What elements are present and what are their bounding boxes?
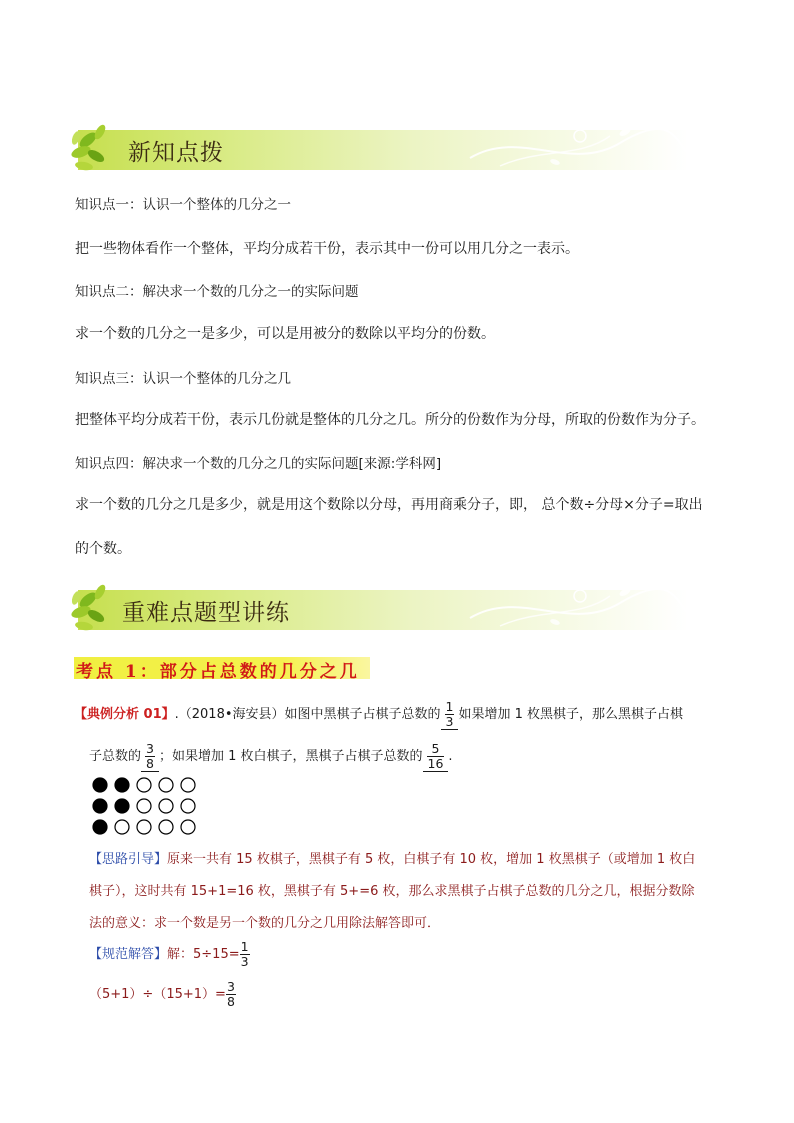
black-stone	[93, 799, 107, 813]
white-stone	[181, 778, 195, 792]
example-question-line-1	[74, 700, 683, 730]
analysis-text-1: 原来一共有 15 枚棋子，黑棋子有 5 枚，白棋子有 10 枚，增加 1 枚黑棋子（或增加 1 枚白	[167, 852, 696, 867]
answer-text-1: 解：5÷15=	[167, 947, 240, 962]
example-text-1: 如图中黑棋子占棋子总数的	[284, 707, 441, 722]
knowledge-heading-4: 知识点四：解决求一个数的几分之几的实际问题[来源:学科网]	[75, 456, 442, 472]
answer-blank-3	[423, 742, 449, 772]
kaodian-heading	[74, 657, 370, 682]
knowledge-text-3: 把整体平均分成若干份，表示几份就是整体的几分之几。所分的份数作为分母，所取的份数作为分子。	[75, 412, 705, 428]
knowledge-text-2: 求一个数的几分之一是多少，可以是用被分的数除以平均分的份数。	[75, 326, 495, 342]
example-question-line-2	[89, 742, 453, 772]
example-text-4: ；如果增加 1 枚白棋子，黑棋子占棋子总数的	[158, 749, 423, 764]
white-stone	[159, 778, 173, 792]
white-stone	[181, 799, 195, 813]
white-stone	[159, 799, 173, 813]
kaodian-label: 考点 1：部分占总数的几分之几	[76, 662, 360, 682]
knowledge-text-4-cont: 的个数。	[75, 541, 131, 557]
answer-blank-1	[441, 700, 459, 730]
white-stone	[181, 820, 195, 834]
fraction-2: $\frac{3}{8}$	[146, 741, 154, 771]
white-stone	[137, 820, 151, 834]
fraction-1: $\frac{1}{3}$	[445, 699, 454, 729]
example-text-5: .	[448, 749, 453, 764]
answer-fraction-2: $\frac{3}{8}$	[226, 979, 235, 1009]
answer-line-2	[89, 980, 236, 1009]
analysis-line-2: 棋子），这时共有 15+1=16 枚，黑棋子有 5+=6 枚，那么求黑棋子占棋子总数的几分之几，根据分数除	[89, 884, 695, 899]
answer-text-2: （5+1）÷（15+1）=	[89, 987, 226, 1002]
knowledge-heading-1: 知识点一：认识一个整体的几分之一	[75, 197, 291, 213]
knowledge-heading-3: 知识点三：认识一个整体的几分之几	[75, 371, 291, 387]
answer-fraction-1: $\frac{1}{3}$	[240, 939, 249, 969]
example-tag: 【典例分析 01】	[74, 707, 175, 722]
white-stone	[137, 799, 151, 813]
black-stone	[115, 799, 129, 813]
example-source: .（2018•海安县）	[174, 707, 285, 722]
section-title: 新知点拨	[128, 140, 224, 166]
white-stone	[115, 820, 129, 834]
swirl-decoration-icon	[460, 578, 690, 636]
example-text-2: 如果增加 1 枚黑棋子，那么黑棋子占棋	[458, 707, 684, 722]
analysis-line-3: 法的意义：求一个数是另一个数的几分之几用除法解答即可．	[89, 916, 441, 931]
chess-stones-figure	[92, 777, 212, 837]
example-text-3: 子总数的	[89, 749, 142, 764]
section-banner-key-points	[70, 578, 690, 636]
black-stone	[93, 820, 107, 834]
knowledge-heading-2: 知识点二：解决求一个数的几分之一的实际问题	[75, 284, 359, 300]
leaf-decoration-icon	[70, 578, 130, 636]
answer-blank-2	[141, 742, 159, 772]
fraction-3: $\frac{5}{16}$	[427, 741, 444, 771]
section-title: 重难点题型讲练	[122, 600, 290, 626]
white-stone	[159, 820, 173, 834]
black-stone	[115, 778, 129, 792]
leaf-decoration-icon	[70, 118, 130, 176]
knowledge-text-1: 把一些物体看作一个整体，平均分成若干份，表示其中一份可以用几分之一表示。	[75, 241, 579, 257]
black-stone	[93, 778, 107, 792]
answer-tag: 【规范解答】	[89, 947, 168, 962]
answer-line-1	[89, 940, 250, 969]
swirl-decoration-icon	[460, 118, 690, 176]
analysis-line-1	[89, 848, 695, 867]
knowledge-text-4: 求一个数的几分之几是多少，就是用这个数除以分母，再用商乘分子，即， 总个数÷分母×分子=取出	[75, 497, 703, 513]
section-banner-new-knowledge	[70, 118, 690, 176]
analysis-tag: 【思路引导】	[89, 852, 168, 867]
white-stone	[137, 778, 151, 792]
